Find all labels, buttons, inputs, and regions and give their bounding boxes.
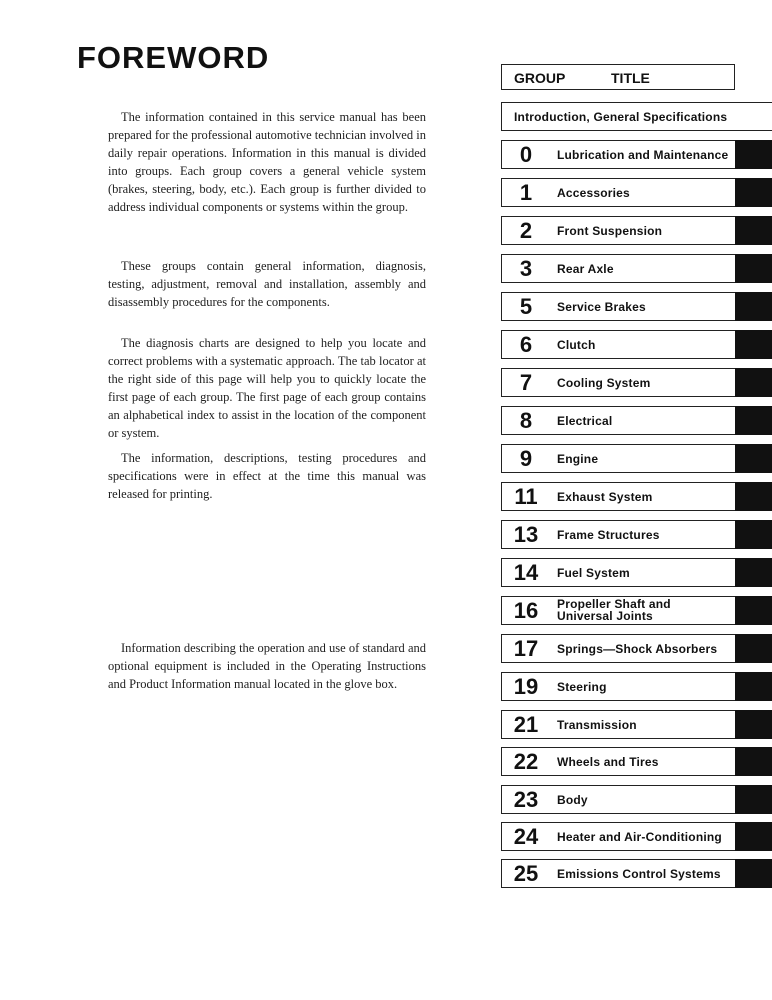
title-column-header: TITLE (611, 70, 650, 86)
group-number: 22 (513, 749, 539, 774)
foreword-paragraph-2 (108, 257, 426, 311)
group-title: Body (557, 793, 588, 807)
group-title: Wheels and Tires (557, 755, 659, 769)
tab-group-17[interactable] (501, 634, 772, 663)
tab-marker (735, 140, 772, 169)
group-title: Frame Structures (557, 528, 660, 542)
group-title: Engine (557, 452, 599, 466)
group-title: Clutch (557, 338, 596, 352)
tab-marker (735, 634, 772, 663)
tab-marker (735, 822, 772, 851)
tab-marker (735, 747, 772, 776)
tab-group-13[interactable] (501, 520, 772, 549)
tab-marker (735, 216, 772, 245)
tab-marker (735, 785, 772, 814)
group-number: 17 (513, 636, 539, 661)
tab-group-19[interactable] (501, 672, 772, 701)
group-number: 25 (513, 861, 539, 886)
group-title: Accessories (557, 186, 630, 200)
tab-group-5[interactable] (501, 292, 772, 321)
group-title: Service Brakes (557, 300, 646, 314)
group-title: Front Suspension (557, 224, 663, 238)
paragraph-text: The information, descriptions, testing procedures and specifications were in effect at the time this manual was released for printing. (108, 451, 426, 501)
tab-group-21[interactable] (501, 710, 772, 739)
tab-locator-header (501, 64, 735, 90)
group-number: 21 (513, 712, 539, 737)
group-title: Introduction, General Specifications (514, 110, 728, 124)
tab-group-25[interactable] (501, 859, 772, 888)
tab-group-22[interactable] (501, 747, 772, 776)
paragraph-text: These groups contain general information, diagnosis, testing, adjustment, removal and installation, assembly and disassembly procedures for the components. (108, 259, 426, 309)
group-number: 6 (519, 332, 533, 357)
tab-marker (735, 672, 772, 701)
tab-marker (735, 482, 772, 511)
group-title: Heater and Air-Conditioning (557, 830, 722, 844)
group-title: Cooling System (557, 376, 651, 390)
group-title: Springs—Shock Absorbers (557, 642, 718, 656)
group-title: Propeller Shaft and Universal Joints (557, 597, 671, 623)
group-title: Fuel System (557, 566, 630, 580)
tab-marker (735, 444, 772, 473)
group-number: 14 (513, 560, 539, 585)
tab-group-9[interactable] (501, 444, 772, 473)
tab-introduction[interactable] (501, 102, 772, 131)
group-title: Steering (557, 680, 607, 694)
tab-marker (735, 596, 772, 625)
paragraph-text: Information describing the operation and use of standard and optional equipment is included in the Operating Instructions and Product Information manual located in the glove box. (108, 641, 426, 691)
group-number: 3 (519, 256, 533, 281)
group-title: Electrical (557, 414, 613, 428)
foreword-paragraph-5 (108, 639, 426, 693)
group-number: 2 (519, 218, 533, 243)
tab-group-1[interactable] (501, 178, 772, 207)
tab-group-8[interactable] (501, 406, 772, 435)
tab-group-11[interactable] (501, 482, 772, 511)
tab-marker (735, 330, 772, 359)
tab-marker (735, 558, 772, 587)
group-number: 7 (519, 370, 533, 395)
group-title: Transmission (557, 718, 637, 732)
group-number: 0 (519, 142, 533, 167)
tab-group-24[interactable] (501, 822, 772, 851)
tab-group-3[interactable] (501, 254, 772, 283)
tab-group-16[interactable] (501, 596, 772, 625)
tab-marker (735, 520, 772, 549)
group-title: Rear Axle (557, 262, 614, 276)
group-number: 23 (513, 787, 539, 812)
paragraph-text: The information contained in this service manual has been prepared for the professional automotive technician involved in daily repair operations. Information in this manual is divided into groups. Each group covers a general vehicle system (brakes, steering, body, etc.). Each group is further divided to address individual components or systems within the group. (108, 110, 426, 214)
group-number: 24 (513, 824, 539, 849)
paragraph-text: The diagnosis charts are designed to help you locate and correct problems with a systematic approach. The tab locator at the right side of this page will help you to quickly locate the first page of each group. The first page of each group contains an alphabetical index to assist in the location of the component or system. (108, 336, 426, 440)
page-title: FOREWORD (77, 40, 270, 75)
tab-group-6[interactable] (501, 330, 772, 359)
group-number: 1 (519, 180, 533, 205)
tab-marker (735, 292, 772, 321)
tab-group-2[interactable] (501, 216, 772, 245)
tab-marker (735, 859, 772, 888)
tab-marker (735, 178, 772, 207)
tab-group-23[interactable] (501, 785, 772, 814)
tab-group-0[interactable] (501, 140, 772, 169)
group-title: Lubrication and Maintenance (557, 148, 729, 162)
group-number: 16 (513, 598, 539, 623)
tab-group-7[interactable] (501, 368, 772, 397)
tab-marker (735, 368, 772, 397)
tab-group-14[interactable] (501, 558, 772, 587)
foreword-paragraph-4 (108, 449, 426, 503)
group-title: Emissions Control Systems (557, 867, 721, 881)
group-number: 19 (513, 674, 539, 699)
group-number: 8 (519, 408, 533, 433)
group-column-header: GROUP (514, 70, 566, 86)
group-number: 13 (513, 522, 539, 547)
group-title: Exhaust System (557, 490, 653, 504)
foreword-paragraph-3 (108, 334, 426, 442)
tab-marker (735, 710, 772, 739)
group-number: 9 (519, 446, 533, 471)
foreword-paragraph-1 (108, 108, 426, 216)
group-number: 11 (514, 484, 538, 509)
group-number: 5 (519, 294, 533, 319)
tab-marker (735, 254, 772, 283)
tab-marker (735, 406, 772, 435)
